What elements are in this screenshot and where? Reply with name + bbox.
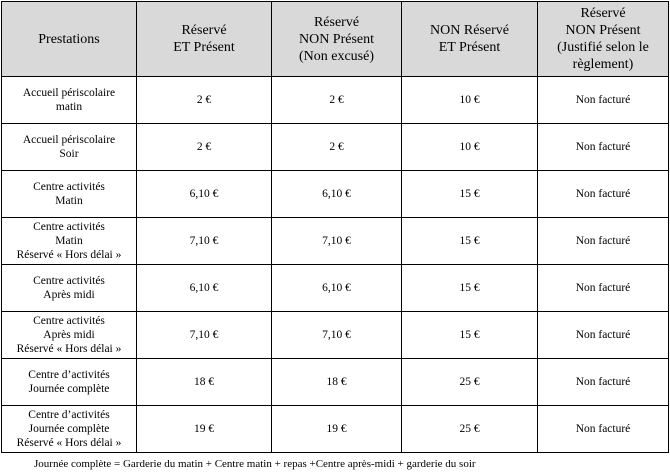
price-cell: 2 € xyxy=(272,124,402,171)
prestation-cell: Accueil périscolaire Soir xyxy=(2,124,137,171)
pricing-table xyxy=(1,1,669,453)
price-cell: Non facturé xyxy=(538,312,669,359)
table-row xyxy=(2,124,669,171)
price-cell: 2 € xyxy=(137,77,272,124)
header-non-reserve-present: NON Réservé ET Présent xyxy=(402,2,538,77)
price-cell: 19 € xyxy=(137,406,272,453)
price-cell: 2 € xyxy=(272,77,402,124)
footnote: Journée complète = Garderie du matin + Centre matin + repas +Centre après-midi + garderie du soir xyxy=(34,458,476,470)
prestation-cell: Centre d’activités Journée complète Réservé « Hors délai » xyxy=(2,406,137,453)
price-cell: 10 € xyxy=(402,124,538,171)
price-cell: 2 € xyxy=(137,124,272,171)
prestation-cell: Accueil périscolaire matin xyxy=(2,77,137,124)
price-cell: 15 € xyxy=(402,218,538,265)
price-cell: 7,10 € xyxy=(137,218,272,265)
price-cell: Non facturé xyxy=(538,77,669,124)
price-cell: 6,10 € xyxy=(272,265,402,312)
header-reserve-present: Réservé ET Présent xyxy=(137,2,272,77)
price-cell: 19 € xyxy=(272,406,402,453)
header-reserve-non-present-justifie: Réservé NON Présent (Justifié selon le règlement) xyxy=(538,2,669,77)
price-cell: 7,10 € xyxy=(137,312,272,359)
table-row xyxy=(2,312,669,359)
price-cell: Non facturé xyxy=(538,124,669,171)
table-row xyxy=(2,265,669,312)
price-cell: 15 € xyxy=(402,265,538,312)
price-cell: 6,10 € xyxy=(137,171,272,218)
header-reserve-non-present-non-excuse: Réservé NON Présent (Non excusé) xyxy=(272,2,402,77)
prestation-cell: Centre d’activités Journée complète xyxy=(2,359,137,406)
price-cell: Non facturé xyxy=(538,218,669,265)
price-cell: 6,10 € xyxy=(137,265,272,312)
price-cell: 18 € xyxy=(272,359,402,406)
prestation-cell: Centre activités Matin xyxy=(2,171,137,218)
prestation-cell: Centre activités Après midi Réservé « Hors délai » xyxy=(2,312,137,359)
price-cell: 10 € xyxy=(402,77,538,124)
table-row xyxy=(2,171,669,218)
price-cell: 18 € xyxy=(137,359,272,406)
price-cell: Non facturé xyxy=(538,171,669,218)
price-cell: 7,10 € xyxy=(272,312,402,359)
price-cell: 25 € xyxy=(402,359,538,406)
price-cell: 6,10 € xyxy=(272,171,402,218)
table-header-row xyxy=(2,2,669,77)
price-cell: 15 € xyxy=(402,171,538,218)
table-row xyxy=(2,77,669,124)
table-row xyxy=(2,218,669,265)
table-row xyxy=(2,406,669,453)
price-cell: 7,10 € xyxy=(272,218,402,265)
prestation-cell: Centre activités Matin Réservé « Hors délai » xyxy=(2,218,137,265)
price-cell: Non facturé xyxy=(538,406,669,453)
price-cell: Non facturé xyxy=(538,359,669,406)
table-row xyxy=(2,359,669,406)
prestation-cell: Centre activités Après midi xyxy=(2,265,137,312)
price-cell: 15 € xyxy=(402,312,538,359)
price-cell: Non facturé xyxy=(538,265,669,312)
header-prestations: Prestations xyxy=(2,2,137,77)
price-cell: 25 € xyxy=(402,406,538,453)
